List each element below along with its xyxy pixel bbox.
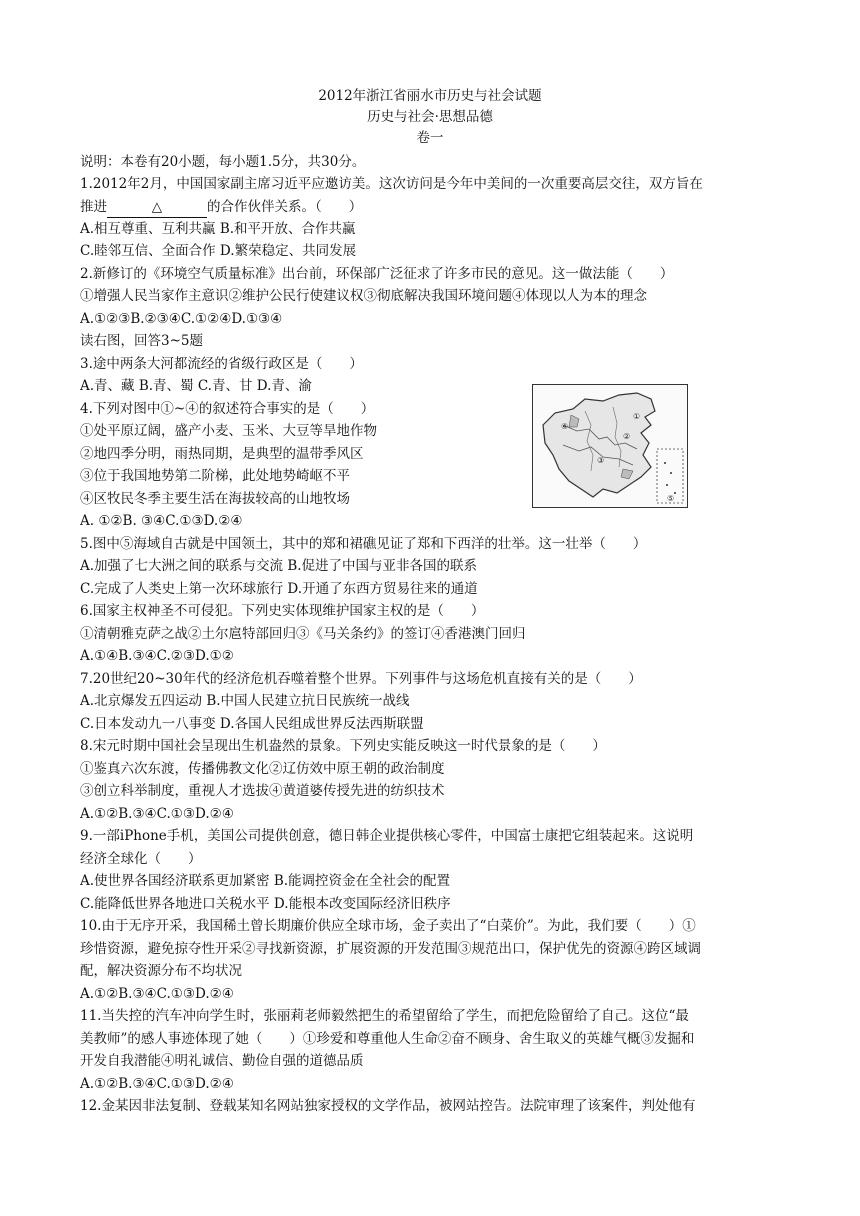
instructions: 说明：本卷有20小题，每小题1.5分，共30分。 [80, 154, 366, 170]
q1-blank: △ [107, 197, 207, 218]
option-line: A.①②B.③④C.①③D.②④ [80, 986, 234, 1002]
option-line: A.①②B.③④C.①③D.②④ [80, 806, 234, 822]
question-3: 3.途中两条大河都流经的省级行政区是（ ） [80, 356, 363, 372]
statement-line: ①增强人民当家作主意识②维护公民行使建议权③彻底解决我国环境问题④体现以人为本的理念 [80, 288, 647, 304]
statement-line: ①鉴真六次东渡，传播佛教文化②辽仿效中原王朝的政治制度 [80, 761, 445, 777]
map-label-4: ④ [561, 422, 569, 431]
question-2: 2.新修订的《环境空气质量标准》出台前，环保部广泛征求了许多市民的意见。这一做法能（ ） [80, 266, 674, 282]
map-label-3: ③ [597, 456, 605, 465]
q1-suffix: 的合作伙伴关系。（ ） [207, 199, 363, 215]
map-prompt: 读右图，回答3~5题 [80, 333, 203, 349]
option-line: A.①②B.③④C.①③D.②④ [80, 1076, 234, 1092]
statement-line: ①处平原辽阔，盛产小麦、玉米、大豆等旱地作物 [80, 423, 377, 439]
exam-title: 2012年浙江省丽水市历史与社会试题 [318, 88, 542, 104]
statement-line: ④区牧民冬季主要生活在海拔较高的山地牧场 [80, 491, 350, 507]
option-line: A.相互尊重、互利共赢 B.和平开放、合作共赢 [80, 221, 356, 237]
option-line: A.①②③B.②③④C.①②④D.①③④ [80, 311, 283, 327]
question-8: 8.宋元时期中国社会呈现出生机盎然的景象。下列史实能反映这一时代景象的是（ ） [80, 738, 606, 754]
question-11-line2: 美教师”的感人事迹体现了她（ ）①珍爱和尊重他人生命②奋不顾身、舍生取义的英雄气概③发掘和 [80, 1031, 695, 1047]
china-map-graphic [533, 385, 689, 509]
option-line: C.日本发动九一八事变 D.各国人民组成世界反法西斯联盟 [80, 716, 424, 732]
statement-line: ③位于我国地势第二阶梯，此处地势崎岖不平 [80, 468, 350, 484]
question-4: 4.下列对图中①~④的叙述符合事实的是（ ） [80, 401, 375, 417]
question-11-line3: 开发自我潜能④明礼诚信、勤俭自强的道德品质 [80, 1053, 364, 1069]
q1-prefix: 推进 [80, 199, 107, 215]
option-line: A. ①②B. ③④C.①③D.②④ [80, 513, 243, 529]
map-label-1: ① [633, 412, 641, 421]
question-10-line2: 珍惜资源，避免掠夺性开采②寻找新资源，扩展资源的开发范围③规范出口，保护优先的资源④跨区域调 [80, 941, 701, 957]
map-label-2: ② [623, 432, 631, 441]
statement-line: ①清朝雅克萨之战②土尔扈特部回归③《马关条约》的签订④香港澳门回归 [80, 626, 526, 642]
exam-subtitle: 历史与社会·思想品德 [367, 109, 493, 125]
question-1-line1: 1.2012年2月，中国国家副主席习近平应邀访美。这次访问是今年中美间的一次重要高层交往，双方旨在 [80, 176, 703, 192]
question-10-line1: 10.由于无序开采，我国稀土曾长期廉价供应全球市场，金子卖出了“白菜价”。为此，我们要（ ）① [80, 918, 696, 934]
statement-line: ②地四季分明，雨热同期，是典型的温带季风区 [80, 446, 364, 462]
option-line: A.①④B.③④C.②③D.①② [80, 648, 234, 664]
question-9-line2: 经济全球化（ ） [80, 851, 202, 867]
question-12-line1: 12.金某因非法复制、登载某知名网站独家授权的文学作品，被网站控告。法院审理了该案件，判处他有 [80, 1098, 696, 1114]
question-11-line1: 11.当失控的汽车冲向学生时，张丽莉老师毅然把生的希望留给了学生，而把危险留给了自己。这位“最 [80, 1008, 689, 1024]
option-line: A.北京爆发五四运动 B.中国人民建立抗日民族统一战线 [80, 693, 410, 709]
option-line: A.加强了七大洲之间的联系与交流 B.促进了中国与亚非各国的联系 [80, 558, 478, 574]
option-line: A.青、藏 B.青、蜀 C.青、甘 D.青、渝 [80, 378, 312, 394]
question-1-line2 [80, 197, 362, 218]
china-map-figure [532, 384, 688, 508]
option-line: C.完成了人类史上第一次环球旅行 D.开通了东西方贸易往来的通道 [80, 581, 478, 597]
map-label-5: ⑤ [667, 494, 675, 503]
question-7: 7.20世纪20~30年代的经济危机吞噬着整个世界。下列事件与这场危机直接有关的是（ ） [80, 671, 642, 687]
option-line: C.睦邻互信、全面合作 D.繁荣稳定、共同发展 [80, 243, 357, 259]
option-line: C.能降低世界各地进口关税水平 D.能根本改变国际经济旧秩序 [80, 896, 451, 912]
option-line: A.使世界各国经济联系更加紧密 B.能调控资金在全社会的配置 [80, 873, 451, 889]
question-6: 6.国家主权神圣不可侵犯。下列史实体现维护国家主权的是（ ） [80, 603, 485, 619]
question-5: 5.图中⑤海域自古就是中国领土，其中的郑和裙礁见证了郑和下西洋的壮举。这一壮举（ ） [80, 536, 647, 552]
exam-volume: 卷一 [416, 130, 444, 146]
question-9-line1: 9.一部iPhone手机，美国公司提供创意，德日韩企业提供核心零件，中国富士康把它组装起来。这说明 [80, 828, 694, 844]
statement-line: ③创立科举制度，重视人才选拔④黄道婆传授先进的纺织技术 [80, 783, 445, 799]
question-10-line3: 配，解决资源分布不均状况 [80, 963, 242, 979]
